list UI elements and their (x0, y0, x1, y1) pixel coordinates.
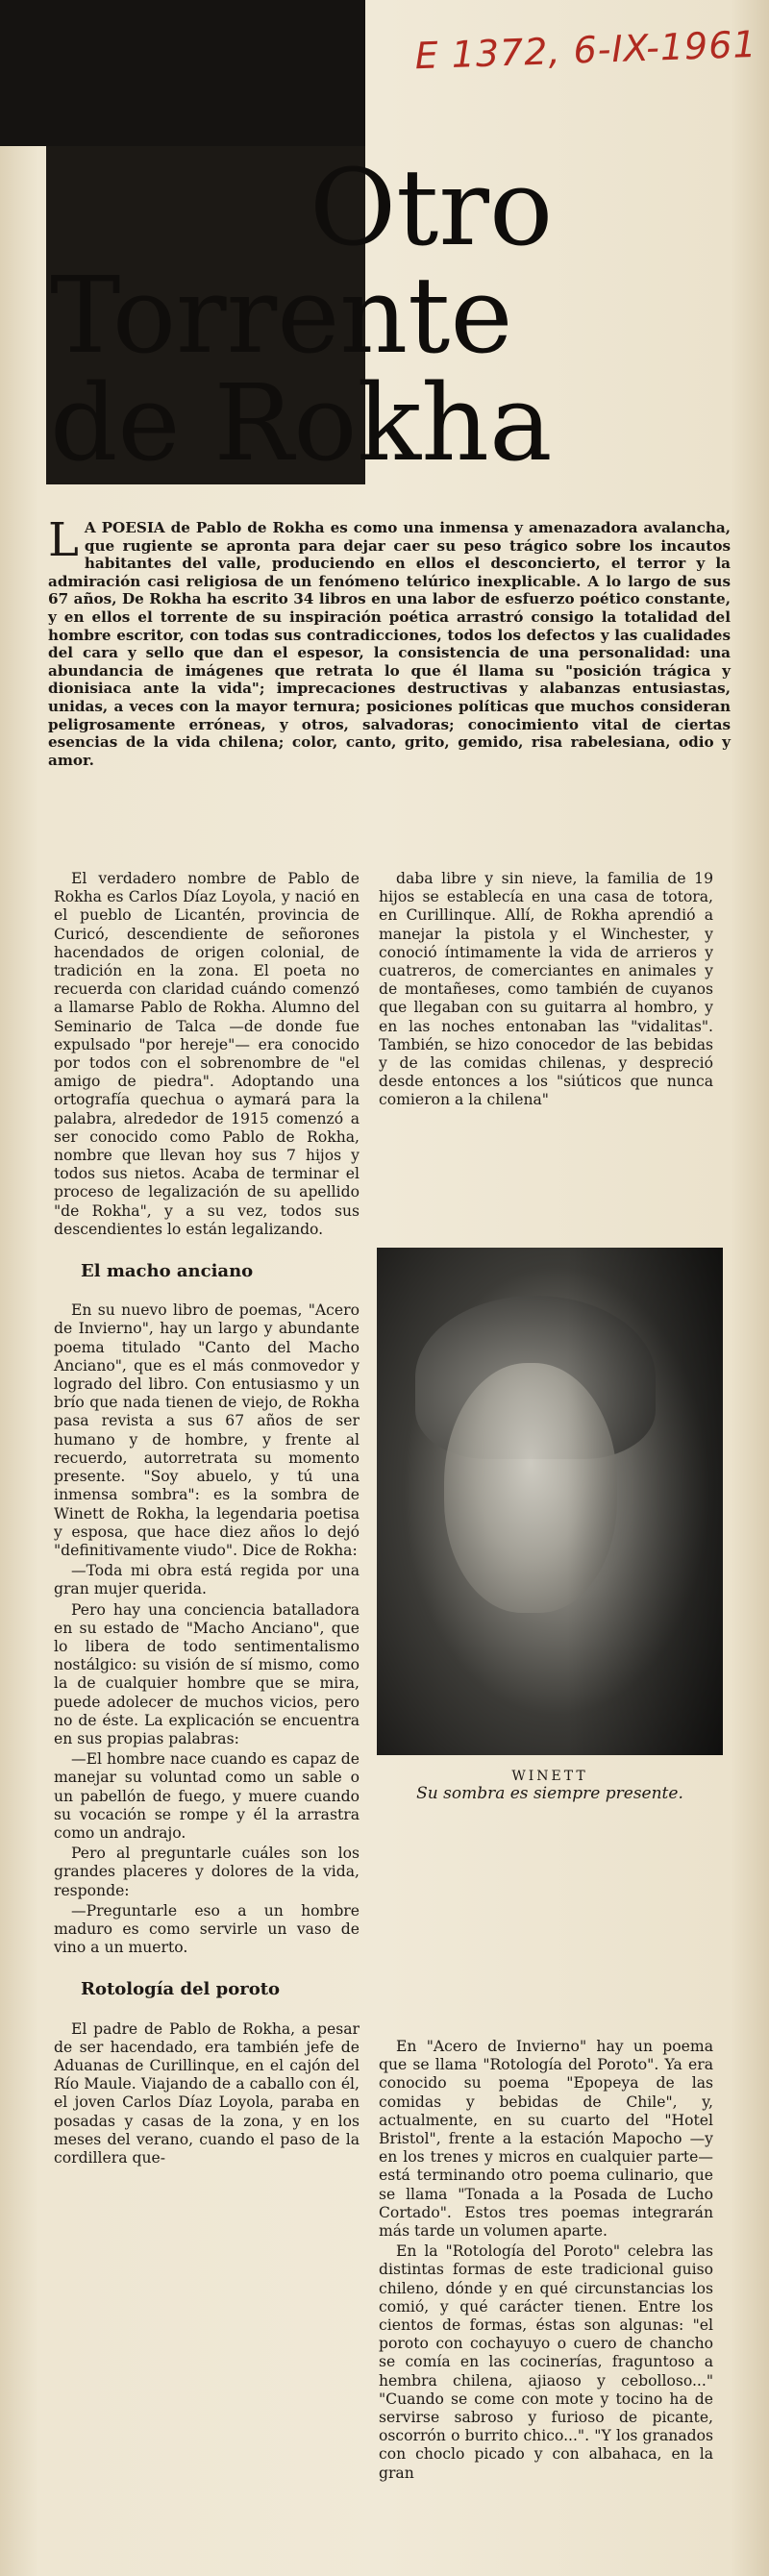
lead-paragraph (48, 513, 731, 769)
body-paragraph: daba libre y sin nieve, la familia de 19 hijos se establecía en una casa de totora, en Curillinque. Allí, de Rokha aprendió a manejar la pistola y el Winchester, y conoció íntimamente la vida de arrieros y cuatreros, de comerciantes en animales y de montañeses, como también de cuyanos que llegaban con su guitarra al hombro, y en las noches entonaban las "vidalitas". También, se hizo conocedor de las bebidas y de las comidas chilenas, y despreció desde entonces a los "siúticos que nunca comieron a la chilena" (379, 870, 713, 1109)
body-paragraph: —El hombre nace cuando es capaz de manejar su voluntad como un sable o un pabellón de fuego, y muere cuando su vocación se rompe y él la arrastra como un andrajo. (54, 1750, 360, 1842)
title-line-1: Otro (310, 146, 554, 269)
body-paragraph: El verdadero nombre de Pablo de Rokha es Carlos Díaz Loyola, y nació en el pueblo de Licantén, provincia de Curicó, descendiente de señorones hacendados de origen colonial, de tradición en la zona. El poeta no recuerda con claridad cuándo comenzó a llamarse Pablo de Rokha. Alumno del Seminario de Talca —de donde fue expulsado "por hereje"— era conocido por todos con el sobrenombre de "el amigo de piedra". Adoptando una ortografía quechua o aymará para la palabra, alrededor de 1915 comenzó a ser conocido como Pablo de Rokha, nombre que llevan hoy sus 7 hijos y todos sus nietos. Acaba de terminar el proceso de legalización de su apellido "de Rokha", y a su vez, todos sus descendientes lo están legalizando. (54, 870, 360, 1238)
lead-text: A POESIA de Pablo de Rokha es como una inmensa y amenazadora avalancha, que rugiente se aprontа para dejar caer su peso trágico sobre los incautos habitantes del valle, produciendo en ellos el desconcierto, el terror y la admiración casi religiosa de un fenómeno telúrico inexplicable. A lo largo de sus 67 años, De Rokha ha escrito 34 libros en una labor de esfuerzo poético constante, y en ellos el torrente de su inspiración poética arrastró consigo la totalidad del hombre escritor, con todas sus contradicciones, todos los defectos y las cualidades del cara y sello que dan el espesor, la consistencia de una personalidad: una abundancia de imágenes que retrata lo que él llama su "posición trágica y dionisiaca ante la vida"; imprecaciones destructivas y alabanzas entusiastas, unidas, a veces con la mayor ternura; posiciones políticas que muchos consideran peligrosamente erróneas, y otros, salvadoras; conocimiento vital de ciertas esencias de la vida chilena; color, canto, grito, gemido, risa rabelesiana, odio y amor. (48, 519, 731, 769)
body-paragraph: En la "Rotología del Poroto" celebra las distintas formas de este tradicional guiso chileno, dónde y en qué circunstancias los comió, y qué carácter tienen. Entre los cientos de formas, éstas son algunas: "el poroto con cochayuyo o cuero de chancho se comía en las cocinerías, fraguntoso a hembra chilena, ajiaoso y cebolloso..." "Cuando se come con mote y tocino ha de servirse sabroso y furioso de picante, oscorrón o burrito chico...". "Y los granados con choclo picado y con albahaca, en la gran (379, 2242, 713, 2482)
left-column (54, 870, 360, 2169)
body-paragraph: En "Acero de Invierno" hay un poema que se llama "Rotología del Poroto". Ya era conocido su poema "Epopeya de las comidas y bebidas de Chile", y, actualmente, en su cuarto del "Hotel Bristol", frente a la estación Mapocho —y en los trenes y micros en cualquier parte— está terminando otro poema culinario, que se llama "Tonada a la Posada de Lucho Cortado". Estos tres poemas integrarán más tarde un volumen aparte. (379, 2038, 713, 2241)
body-paragraph: Pero hay una conciencia batalladora en su estado de "Macho Anciano", que lo libera de todo sentimentalismo nostálgico: su visión de sí mismo, como la de cualquier hombre que se mira, puede adolecer de muchos vicios, pero no de éste. La explicación se encuentra en sus propias palabras: (54, 1600, 360, 1747)
title-line-2: Torrente (50, 254, 513, 377)
body-paragraph: El padre de Pablo de Rokha, a pesar de ser hacendado, era también jefe de Aduanas de Curillinque, en el cajón del Río Maule. Viajando de a caballo con él, el joven Carlos Díaz Loyola, paraba en posadas y casas de la zona, y en los meses del verano, cuando el paso de la cordillera que- (54, 2019, 360, 2167)
body-paragraph: —Preguntarle eso a un hombre maduro es como servirle un vaso de vino a un muerto. (54, 1901, 360, 1957)
dark-corner-block (0, 0, 365, 146)
right-column-top (379, 870, 713, 1112)
photo-shade (377, 1248, 723, 1755)
body-paragraph: En su nuevo libro de poemas, "Acero de Invierno", hay un largo y abundante poema titulado "Canto del Macho Anciano", que es el más conmovedor y logrado del libro. Con entusiasmo y un brío que nada tienen de viejo, de Rokha pasa revista a sus 67 años de ser humano y de hombre, y frente al recuerdo, autorretrata su momento presente. "Soy abuelo, y tú una inmensa sombra": es la sombra de Winett de Rokha, la legendaria poetisa y esposa, que hace diez años lo dejó "definitivamente viudo". Dice de Rokha: (54, 1301, 360, 1559)
body-paragraph: —Toda mi obra está regida por una gran mujer querida. (54, 1562, 360, 1598)
body-paragraph: Pero al preguntarle cuáles son los grandes placeres y dolores de la vida, responde: (54, 1845, 360, 1899)
right-column-bottom (379, 2038, 713, 2485)
caption-text: Su sombra es siempre presente. (416, 1784, 683, 1803)
subheading-rotologia: Rotología del poroto (81, 1979, 281, 2000)
portrait-photo-winett (377, 1248, 723, 1755)
article-title (50, 146, 723, 484)
caption-name: WINETT (511, 1769, 588, 1784)
title-line-3: de Rokha (50, 361, 553, 484)
subheading-macho-anciano: El macho anciano (81, 1261, 254, 1282)
handwritten-note: E 1372, 6-IX-1961 (413, 22, 758, 78)
drop-cap: L (48, 513, 79, 567)
photo-caption (377, 1769, 723, 1804)
